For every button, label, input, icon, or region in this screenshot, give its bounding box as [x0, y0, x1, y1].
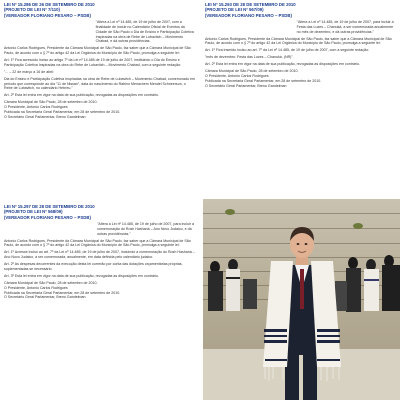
law-author: (VEREADOR FLORIANO PESARO – PSDB): [205, 12, 292, 18]
law-inciso-text: "mês de dezembro: Festa das Luzes – Chanuká. (NR)": [205, 55, 293, 60]
law-15293-text: [205, 2, 396, 198]
law-article-2: Art. 2º Esta lei entra em vigor na data de sua publicação, revogadas as disposições em contrário.: [205, 62, 360, 67]
law-article-3: Art. 3º Esta lei entra em vigor na data de sua publicação, revogadas as disposições em contrário.: [4, 273, 159, 278]
law-closing-line: Publicada na Secretaria Geral Parlamentar, em 28 de setembro de 2010.: [205, 78, 322, 83]
law-article-2: Art. 2º As despesas decorrentes da execução desta lei correrão por conta das dotações orçamentárias próprias, suplementadas se necessário.: [4, 262, 183, 271]
law-15297-text: [4, 204, 198, 400]
law-article-1: Art. 1º Acresce inciso ao art. 7º da Lei nº 14.485, de 19 de julho de 2007, incluindo a comemoração do Rosh Hashaná – Ano Novo Judaico, a ser comemorada, anualmente, em data definida pelo calendário judaico.: [4, 250, 195, 260]
law-project-number: (PROJETO DE LEI Nº 567/09): [205, 7, 264, 13]
law-closing-line: O Secretário Geral Parlamentar, Breno Gandelman: [4, 114, 86, 119]
law-author: (VEREADOR FLORIANO PESARO – PSDB): [4, 12, 91, 18]
law-closing-line: Publicada na Secretaria Geral Parlamentar, em 28 de setembro de 2010.: [4, 290, 121, 295]
law-inciso-date: "... – 22 de março a 16 de abril:: [4, 69, 55, 74]
law-15286-text: [4, 2, 195, 198]
law-closing-line: O Presidente, Antonio Carlos Rodrigues: [4, 285, 68, 290]
law-closing-line: Câmara Municipal de São Paulo, 28 de setembro de 2010.: [4, 280, 98, 285]
photo-scene-graphic: [203, 199, 400, 400]
law-summary-quote: "Altera a Lei nº 14.485, de 19 de julho de 2007, com a finalidade de incluir no Calendário Oficial de Eventos da Cidade de São Paulo o Dia de Ensino e Participação Coletiva Inspiradas na obra de Rebe de Lubavitch – Movimento Chabad, e dá outras providências.: [95, 20, 194, 44]
law-author: (VEREADOR FLORIANO PESARO – PSDB): [4, 214, 91, 220]
photo-western-wall: [203, 199, 400, 400]
law-article-2: Art. 2º Esta lei entra em vigor na data de sua publicação, revogadas as disposições em contrário.: [4, 93, 159, 98]
law-intro: Antonio Carlos Rodrigues, Presidente da Câmara Municipal de São Paulo, faz saber que a Câmara Municipal de São Paulo, de acordo com o § 7º do artigo 42 da Lei Orgânica do Município de São Paulo, promulga a seguinte lei:: [205, 36, 392, 46]
law-closing-line: Publicada na Secretaria Geral Parlamentar, em 28 de setembro de 2010.: [4, 109, 121, 114]
law-inciso-text: Dia do Ensino e Participação Coletiva Inspiradas na obra de Rebe de Lubavitch – Movimento Chabad, comemorado em período que corresponde ao dia "11 de Nissan", data do nascimento do Rabino Menachem Mendel Schneerson, o Rebe de Lubavitch, no calendário Hebreu.": [4, 76, 195, 91]
law-closing-line: Câmara Municipal de São Paulo, 28 de setembro de 2010.: [4, 100, 98, 105]
law-closing-line: O Secretário Geral Parlamentar, Breno Gandelman: [4, 295, 86, 300]
law-closing-line: Câmara Municipal de São Paulo, 28 de setembro de 2010.: [205, 69, 299, 74]
law-intro: Antonio Carlos Rodrigues, Presidente da Câmara Municipal de São Paulo, faz saber que a Câmara Municipal de São Paulo, de acordo com o § 7º do artigo 42 da Lei Orgânica do Município de São Paulo, promulga a seguinte lei:: [4, 238, 191, 248]
law-closing-line: O Secretário Geral Parlamentar, Breno Gandelman: [205, 83, 287, 88]
law-summary-quote: "Altera a Lei nº 14.485, de 19 de julho de 2007, para incluir a comemoração do Rosh Hashaná – Ano Novo Judaico, e dá outras providências.": [97, 222, 195, 236]
law-closing-line: O Presidente, Antonio Carlos Rodrigues: [4, 105, 68, 110]
law-closing-line: O Presidente, Antonio Carlos Rodrigues: [205, 74, 269, 79]
law-title: LEI Nº 15.297 DE 28 DE SETEMBRO DE 2010: [4, 204, 95, 209]
law-title: LEI Nº 15.286 DE 26 DE SETEMBRO DE 2010: [4, 2, 95, 7]
law-intro: Antonio Carlos Rodrigues, Presidente da Câmara Municipal de São Paulo, faz saber que a Câmara Municipal de São Paulo, de acordo com o § 7º do artigo 42 da Lei Orgânica do Município de São Paulo, promulga a seguinte lei:: [4, 46, 191, 55]
law-title: LEI Nº 15.293 DE 28 DE SETEMBRO DE 2010: [205, 2, 296, 7]
law-article-1: Art. 1º Fica inserido inciso ao art. 7º da Lei nº 14.485, de 19 de julho de 2007, com a seguinte redação:: [205, 48, 369, 53]
law-article-1: Art. 1º Fica acrescido inciso ao artigo 7º da Lei nº 14.485 de 19 de julho de 2007, instituindo o Dia do Ensino e Participação Coletiva Inspiradas na obra do Rebe de Lubavitch – Movimento Chabad, com a seguinte redação:: [4, 57, 181, 67]
law-project-number: (PROJETO DE LEI Nº 7/110): [4, 7, 60, 13]
law-summary-quote: "Altera a Lei nº 14.485, de 19 de julho de 2007, para incluir a Festa das Luzes – Chanuká, a ser comemorada anualmente no mês de dezembro, e dá outras providências.": [296, 20, 394, 34]
law-project-number: (PROJETO DE LEI Nº 568/09): [4, 209, 63, 215]
